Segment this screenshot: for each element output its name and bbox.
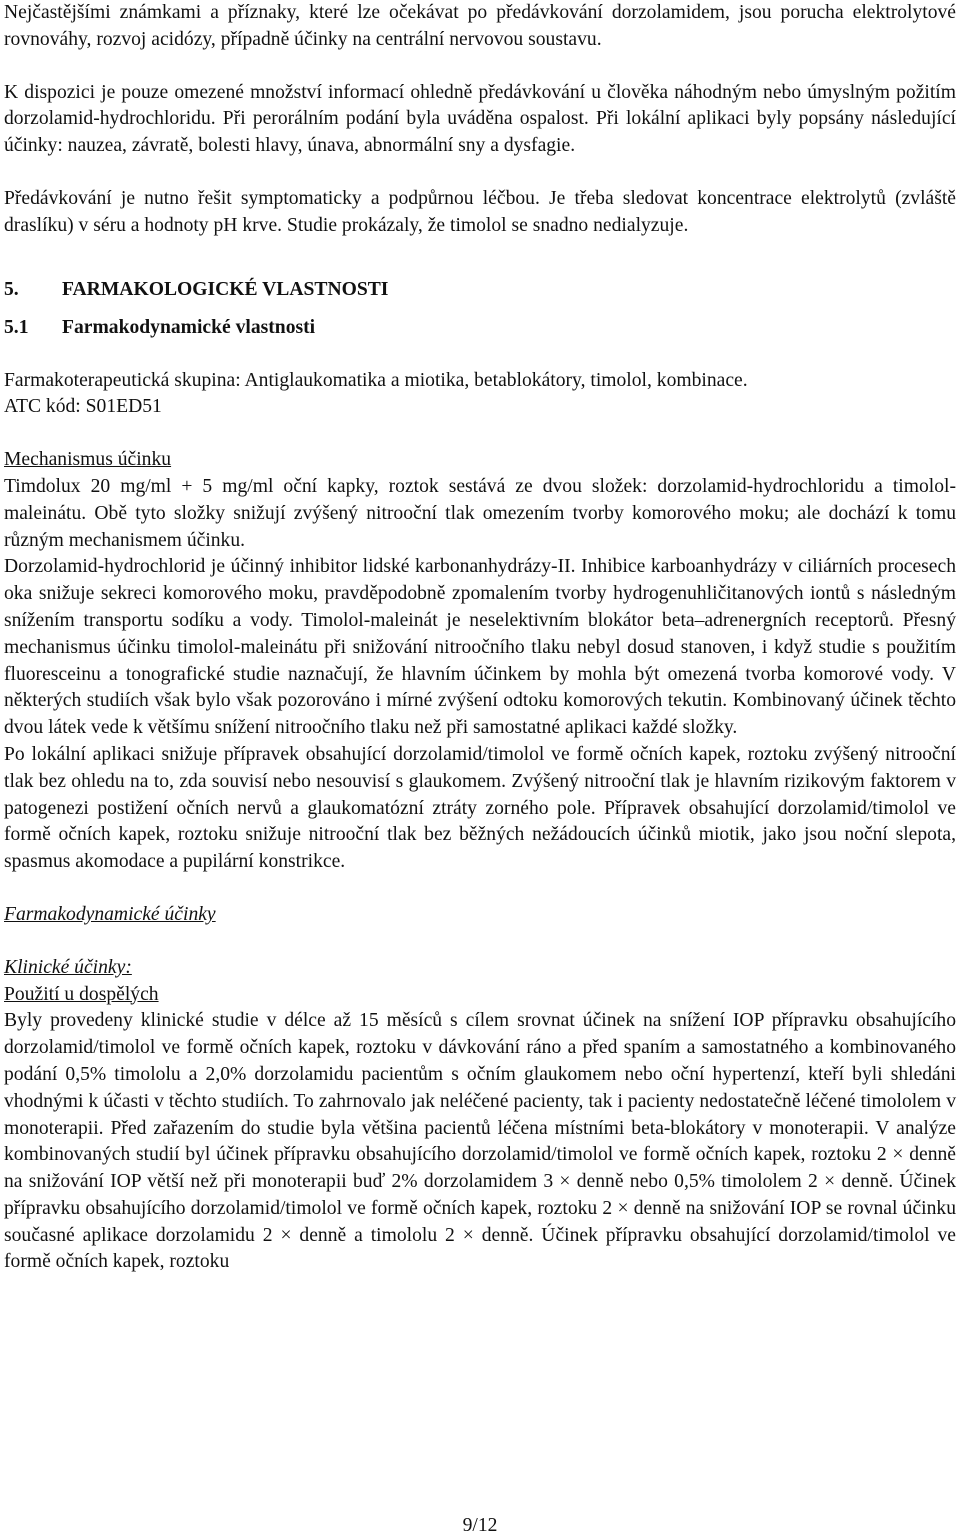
- page-number: 9/12: [462, 1515, 498, 1536]
- section-5-1-heading: [4, 314, 956, 342]
- document-page: [4, 0, 956, 1276]
- atc-code: ATC kód: S01ED51: [4, 396, 162, 418]
- pharmacotherapeutic-group: Farmakoterapeutická skupina: Antiglaukomatika a miotika, betablokátory, timolol, kombinace.: [4, 369, 748, 391]
- overdose-treatment-paragraph: Předávkování je nutno řešit symptomaticky a podpůrnou léčbou. Je třeba sledovat koncentrace elektrolytů (zvláště draslíku) v séru a hodnoty pH krve. Studie prokázaly, že timolol se snadno nedialyzuje.: [4, 187, 956, 236]
- mechanism-heading: Mechanismus účinku: [4, 449, 172, 471]
- pd-effects-heading: Farmakodynamické účinky: [4, 903, 216, 925]
- section-5-heading: [4, 276, 956, 304]
- section-5-title: FARMAKOLOGICKÉ VLASTNOSTI: [62, 278, 389, 300]
- mechanism-paragraph-3: Po lokální aplikaci snižuje přípravek obsahující dorzolamid/timolol ve formě očních kapek, roztoku zvýšený nitrooční tlak bez ohledu na to, zda souvisí nebo nesouvisí s glaukomem. Zvýšený nitrooční tlak je hlavním rizikovým faktorem v patogenezi postižení očních nervů a glaukomatózní ztráty zorného pole. Přípravek obsahující dorzolamid/timolol ve formě očních kapek, roztoku snižuje nitrooční tlak bez běžných nežádoucích účinků miotik, jako jsou noční slepota, spasmus akomodace a pupilární konstrikce.: [4, 743, 956, 873]
- section-5-1-title: Farmakodynamické vlastnosti: [62, 316, 316, 338]
- clinical-studies-paragraph: Byly provedeny klinické studie v délce až 15 měsíců s cílem srovnat účinek na snížení IOP přípravku obsahujícího dorzolamid/timolol ve formě očních kapek, roztoku v dávkování ráno a před spaním a samostatného a kombinovaného podání 0,5% timololu a 2,0% dorzolamidu pacientům s očním glaukomem nebo oční hypertenzí, kteří byli shledáni vhodnými k účasti v těchto studiích. To zahrnovalo jak neléčené pacienty, tak i pacienty nedostatečně léčené timololem v monoterapii. Před zařazením do studie byla většina pacientů léčena místními beta-blokátory v monoterapii. V analýze kombinovaných studií byl účinek přípravku obsahujícího dorzolamid/timolol ve formě očních kapek, roztoku 2 × denně na snižování IOP větší než při monoterapii buď 2% dorzolamidem 3 × denně nebo 0,5% timololem 2 × denně. Účinek přípravku obsahujícího dorzolamid/timolol ve formě očních kapek, roztoku 2 × denně na snižování IOP se rovnal účinku současné aplikace dorzolamidu 2 × denně a timololu 2 × denně. Účinek přípravku obsahující dorzolamid/timolol ve formě očních kapek, roztoku: [4, 1010, 956, 1273]
- mechanism-paragraph-1: Timdolux 20 mg/ml + 5 mg/ml oční kapky, roztok sestává ze dvou složek: dorzolamid-hydrochloridu a timolol-maleinátu. Obě tyto složky snižují zvýšený nitrooční tlak omezením tvorby komorového moku; ale dochází k tomu různým mechanismem účinku.: [4, 475, 956, 551]
- clinical-effects-heading: Klinické účinky:: [4, 956, 132, 978]
- adult-use-heading: Použití u dospělých: [4, 983, 159, 1005]
- overdose-signs-paragraph: Nejčastějšími známkami a příznaky, které lze očekávat po předávkování dorzolamidem, jsou porucha elektrolytové rovnováhy, rozvoj acidózy, případně účinky na centrální nervovou soustavu.: [4, 2, 956, 50]
- section-5-1-number: 5.1: [4, 316, 29, 338]
- mechanism-paragraph-2: Dorzolamid-hydrochlorid je účinný inhibitor lidské karbonanhydrázy-II. Inhibice karboanhydrázy v ciliárních procesech oka snižuje sekreci komorového moku, pravděpodobně zpomalením tvorby hydrogenuhličitanových iontů s následným snížením transportu sodíku a vody. Timolol-maleinát je neselektivním blokátor beta–adrenergních receptorů. Přesný mechanismus účinku timolol-maleinátu při snižování nitroočního tlaku nebyl dosud stanoven, i když studie s použitím fluoresceinu a tonografické studie naznačují, že hlavním účinkem by mohla být omezená tvorba komorové vody. V některých studiích však bylo však pozorováno i mírné zvýšení odtoku komorových tekutin. Kombinovaný účinek těchto dvou látek vede k většímu snížení nitroočního tlaku než při samostatné aplikaci každé složky.: [4, 556, 956, 739]
- overdose-info-paragraph: K dispozici je pouze omezené množství informací ohledně předávkování u člověka náhodným nebo úmyslným požitím dorzolamid-hydrochloridu. Při perorálním podání byla uváděna ospalost. Při lokální aplikaci byly popsány následující účinky: nauzea, závratě, bolesti hlavy, únava, abnormální sny a dysfagie.: [4, 81, 956, 157]
- section-5-number: 5.: [4, 278, 19, 300]
